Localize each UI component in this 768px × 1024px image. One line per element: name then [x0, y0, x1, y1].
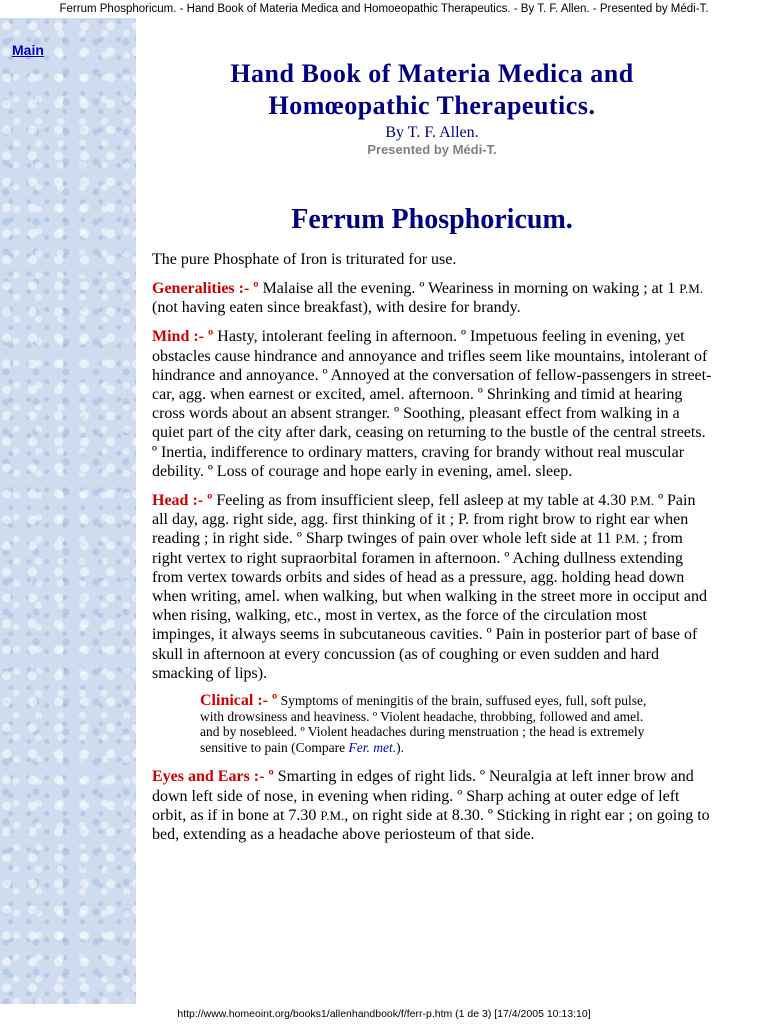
section-clinical — [200, 693, 660, 755]
pm-abbrev: P.M. — [630, 493, 655, 509]
main-link[interactable]: Main — [12, 42, 44, 58]
pm-abbrev: P.M. — [615, 531, 640, 547]
print-footer: http://www.homeoint.org/books1/allenhandbook/f/ferr-p.htm (1 de 3) [17/4/2005 10:13:10] — [177, 1008, 591, 1020]
section-text: , on right side at 8.30. º Sticking in right ear ; on going to bed, extending as a headache above periosteum of that side. — [152, 806, 710, 844]
section-label-generalities: Generalities :- º — [152, 280, 259, 297]
section-text: Malaise all the evening. º Weariness in morning on waking ; at 1 — [258, 280, 680, 297]
section-text: (not having eaten since breakfast), with desire for brandy. — [152, 299, 521, 317]
section-generalities — [152, 279, 712, 317]
section-text: º Pain all day, agg. right side, agg. first thinking of it ; P. from right brow to right ear when reading ; in right side. º Sharp twinges of pain over whole left side at 11 — [152, 492, 696, 548]
section-text: Feeling as from insufficient sleep, fell asleep at my table at 4.30 — [212, 492, 631, 510]
pm-abbrev: P.M. — [679, 281, 704, 296]
pm-abbrev: P.M. — [320, 807, 345, 823]
section-label-eyes-ears: Eyes and Ears :- º — [152, 768, 274, 786]
presenter-line: Presented by Médi-T. — [367, 142, 497, 157]
section-head — [152, 491, 712, 683]
remedy-intro: The pure Phosphate of Iron is triturated for use. — [152, 251, 457, 268]
compare-link-fer-met[interactable]: Fer. met. — [348, 739, 397, 755]
section-eyes-ears — [152, 767, 712, 844]
print-header: Ferrum Phosphoricum. - Hand Book of Materia Medica and Homoeopathic Therapeutics. - By T. F. Allen. - Presented by Médi-T. — [59, 3, 709, 15]
book-title — [152, 58, 712, 122]
section-text: ; from right vertex to right supraorbital foramen in afternoon. º Aching dullness extending from vertex towards orbits and sides of head as a pressure, agg. holding head down when writing, amel. when walking, but when walking in the street more in occiput and when rising, walking, etc., most in vertex, as the force of the circulation most impinges, it always seems in subcutaneous cavities. º Pain in posterior part of base of skull in afternoon at every concussion (as of coughing or even sudden and hard smacking of lips). — [152, 530, 707, 682]
page-content — [152, 58, 712, 854]
sidebar-background — [0, 18, 136, 1004]
book-title-line1: Hand Book of Materia Medica and — [230, 59, 634, 88]
section-mind — [152, 327, 712, 481]
section-text: Symptoms of meningitis of the brain, suffused eyes, full, soft pulse, with drowsiness and heaviness. º Violent headache, throbbing, followed and amel. and by nosebleed. º Violent headaches during menstruation ; the head is extremely sensitive to pain (Compare — [200, 693, 647, 755]
section-label-mind: Mind :- º — [152, 328, 214, 346]
remedy-title: Ferrum Phosphoricum. — [291, 204, 573, 235]
section-text: ). — [396, 739, 404, 755]
author-line: By T. F. Allen. — [385, 124, 479, 141]
section-label-clinical: Clinical :- º — [200, 692, 278, 710]
section-text: Smarting in edges of right lids. º Neuralgia at left inner brow and down left side of nose, in evening when riding. º Sharp aching at outer edge of left orbit, as if in bone at 7.30 — [152, 768, 694, 824]
book-title-line2: Homœopathic Therapeutics. — [268, 91, 596, 120]
section-label-head: Head :- º — [152, 492, 213, 510]
section-text: Hasty, intolerant feeling in afternoon. º Impetuous feeling in evening, yet obstacles cause hindrance and annoyance and trifles seem like mountains, intolerant of hindrance and annoyance. º Annoyed at the conversation of fellow-passengers in street-car, agg. when earnest or excited, amel. afternoon. º Shrinking and timid at hearing cross words about an absent stranger. º Soothing, pleasant effect from walking in a quiet part of the city after dark, ceasing on returning to the bustle of the central streets. º Inertia, indifference to ordinary matters, craving for brandy without real muscular debility. º Loss of courage and hope early in evening, amel. sleep. — [152, 328, 712, 480]
